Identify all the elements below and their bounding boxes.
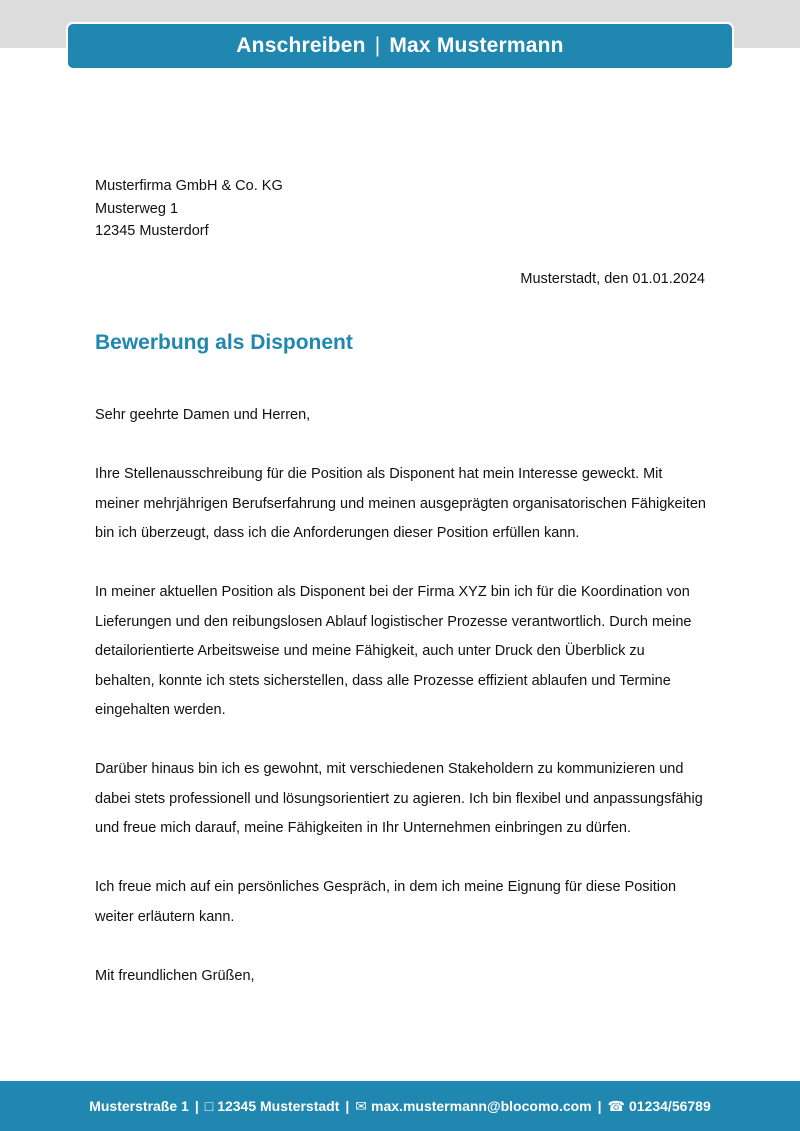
envelope-icon: ✉ [355,1097,368,1114]
contact-footer [0,1081,800,1131]
document-header [66,22,734,70]
closing: Mit freundlichen Grüßen, [95,967,255,984]
recipient-street: Musterweg 1 [95,200,179,217]
body-paragraph: In meiner aktuellen Position als Disponent bei der Firma XYZ bin ich für die Koordination von Lieferungen und den reibungslosen Ablauf logistischer Prozesse verantwortlich. Durch meine detailorientierte Arbeitsweise und meine Fähigkeit, auch unter Druck den Überblick zu behalten, konnte ich stets sicherstellen, dass alle Prozesse effizient ablaufen und Termine eingehalten werden. [95,584,692,718]
footer-street: Musterstraße 1 [89,1098,189,1114]
letter-body [95,401,707,1021]
recipient-city: 12345 Musterdorf [95,223,209,239]
footer-phone-link[interactable]: 01234/56789 [629,1098,711,1114]
phone-icon: ☎ [607,1097,625,1114]
document-type-label: Anschreiben [236,34,366,57]
date-line: Musterstadt, den 01.01.2024 [520,271,705,287]
map-pin-icon: □ [204,1098,214,1114]
letter-subject: Bewerbung als Disponent [95,331,353,354]
footer-email-link[interactable]: max.mustermann@blocomo.com [371,1098,592,1114]
footer-separator: | [345,1098,350,1114]
footer-separator: | [597,1098,602,1114]
recipient-address [95,175,283,243]
body-paragraph: Darüber hinaus bin ich es gewohnt, mit verschiedenen Stakeholdern zu kommunizieren und dabei stets professionell und lösungsorientiert zu agieren. Ich bin flexibel und anpassungsfähig und freue mich darauf, meine Fähigkeiten in Ihr Unternehmen einbringen zu dürfen. [95,761,703,836]
body-paragraph: Ihre Stellenausschreibung für die Position als Disponent hat mein Interesse geweckt. Mit meiner mehrjährigen Berufserfahrung und meinen ausgeprägten organisatorischen Fähigkeiten bin ich überzeugt, dass ich die Anforderungen dieser Position erfüllen kann. [95,466,706,541]
applicant-name: Max Mustermann [389,34,564,57]
salutation: Sehr geehrte Damen und Herren, [95,407,311,423]
recipient-company: Musterfirma GmbH & Co. KG [95,178,283,194]
footer-separator: | [194,1098,199,1114]
footer-city: 12345 Musterstadt [217,1098,340,1114]
header-separator: | [374,34,381,57]
body-paragraph: Ich freue mich auf ein persönliches Gespräch, in dem ich meine Eignung für diese Position weiter erläutern kann. [95,879,677,925]
